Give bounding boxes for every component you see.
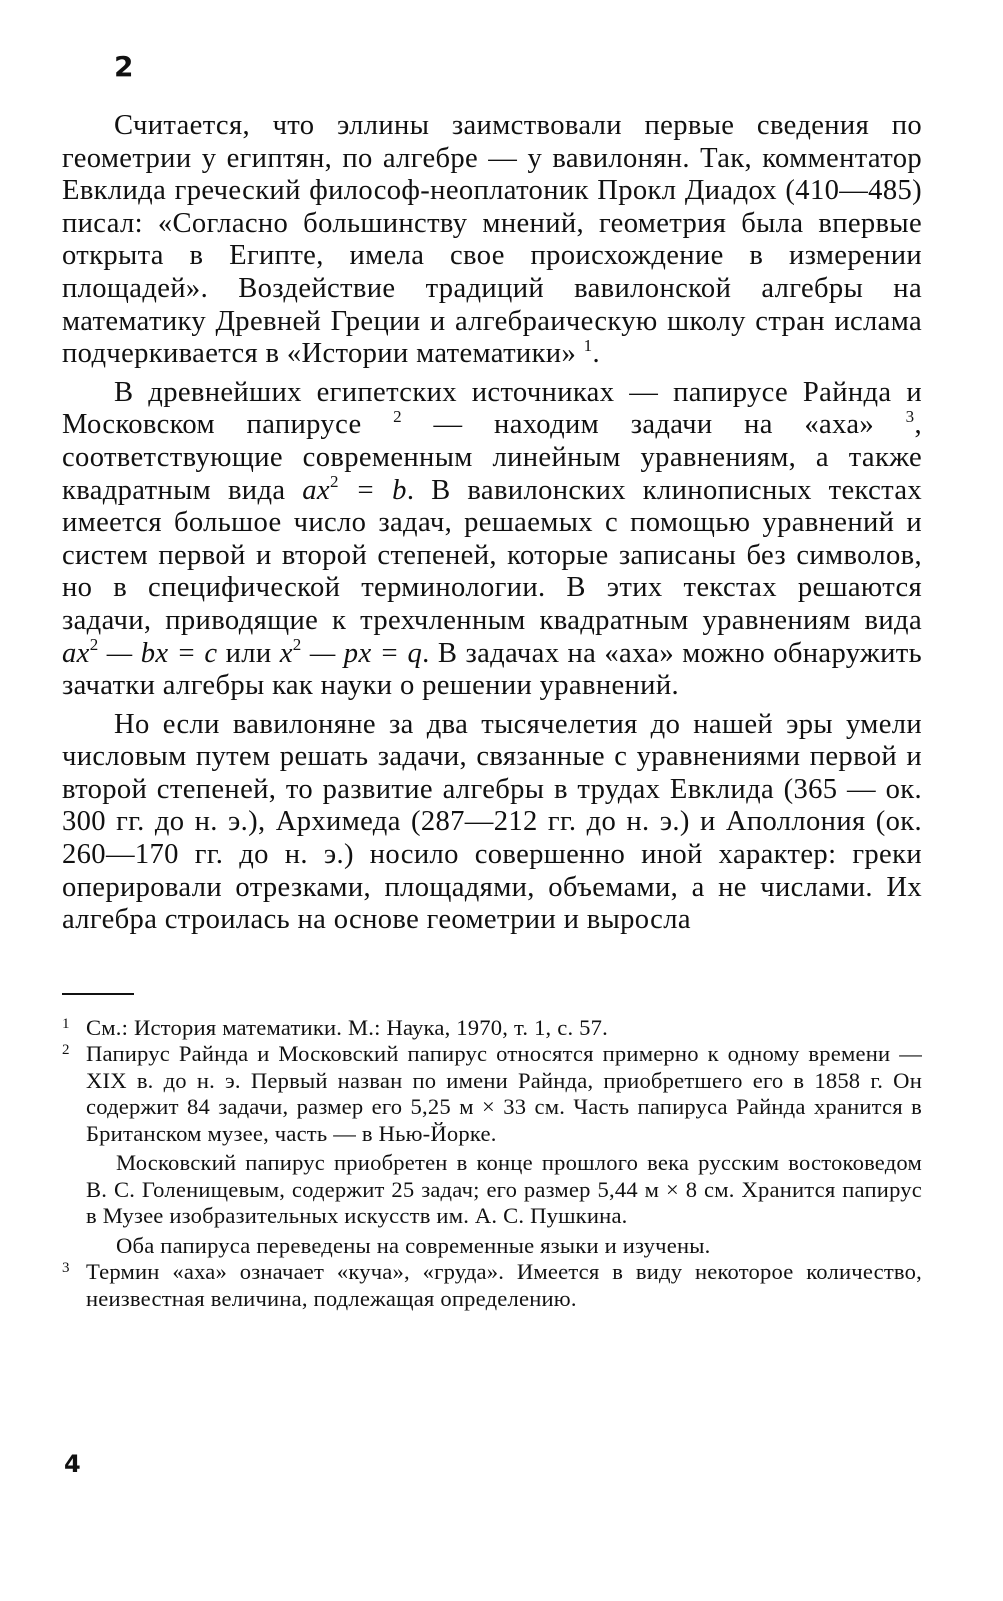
math-expression: = b [338, 474, 407, 506]
footnotes [62, 1015, 922, 1313]
book-page [62, 40, 922, 1312]
footnote-divider [62, 993, 134, 995]
footnote-ref: 2 [329, 472, 339, 491]
footnote-2 [62, 1041, 922, 1147]
footnote-3 [62, 1259, 922, 1312]
paragraph-text: В древнейших египетских источниках — папирусе Райнда и Московском папирусе [62, 376, 922, 441]
footnote-text: См.: История математики. М.: Наука, 1970, т. 1, с. 57. [86, 1014, 609, 1040]
paragraph-text: . [592, 338, 600, 370]
footnote-text: Папирус Райнда и Московский папирус относятся примерно к одному времени — XIX в. до н. э. Первый назван по имени Райнда, приобретшего его в 1858 г. Он содержит 84 задачи, размер его 5,25 м × 33 см. Часть папируса Райнда хранится в Британском музее, часть — в Нью-Йорке. [86, 1041, 922, 1146]
paragraph-text: , соответствующие современным линейным уравнениям, а также квадратным вида [62, 409, 922, 506]
footnote-marker: 2 [62, 1042, 70, 1059]
footnote-ref: 3 [905, 406, 915, 426]
paragraph-text: . В вавилонских клинописных текстах имеется большое число задач, решаемых с помощью уравнений и систем первой и второй степеней, которые записаны без символов, но в специфической терминологии. В этих текстах решаются задачи, приводящие к трехчленным квадратным уравнениям вида [62, 474, 923, 636]
math-expression: ax [62, 637, 90, 669]
math-expression: ax [302, 474, 330, 506]
paragraph-text: Но если вавилоняне за два тысячелетия до нашей эры умели числовым путем решать задачи, связанные с уравнениями первой и второй степеней, то развитие алгебры в трудах Евклида (365 — ок. 300 гг. до н. э.), Архимеда (287—212 гг. до н. э.) и Аполлония (ок. 260—170 гг. до н. э.) носило совершенно иной характер: греки оперировали отрезками, площадями, объемами, а не числами. Их алгебра строилась на основе геометрии и выросла [62, 708, 922, 936]
math-expression: — bx = c [98, 637, 218, 669]
page-number: 4 [64, 1450, 81, 1478]
paragraph [62, 110, 922, 371]
footnote-2-continuation: Московский папирус приобретен в конце прошлого века русским востоковедом В. С. Голенищевым, содержит 25 задач; его размер 5,44 м × 8 см. Хранится папирус в Музее изобразительных искусств им. А. С. Пушкина. [86, 1150, 922, 1229]
footnote-ref: 2 [89, 634, 99, 654]
section-number: 2 [114, 50, 134, 83]
footnote-ref: 1 [583, 335, 593, 355]
paragraph [62, 709, 922, 937]
footnote-ref: 2 [393, 406, 402, 426]
paragraph-text: . В задачах на «аха» можно обнаружить зачатки алгебры как науки о решении уравнений. [62, 637, 922, 702]
footnote-2-continuation: Оба папируса переведены на современные языки и изучены. [116, 1232, 711, 1258]
footnote-text: Термин «аха» означает «куча», «груда». Имеется в виду некоторое количество, неизвестная величина, подлежащая определению. [86, 1259, 922, 1311]
footnote-marker: 3 [62, 1260, 70, 1277]
math-expression: x [279, 637, 293, 669]
paragraph-text: Считается, что эллины заимствовали первые сведения по геометрии у египтян, по алгебре — у вавилонян. Так, комментатор Евклида греческий философ-неоплатоник Прокл Диадох (410—485) писал: «Согласно большинству мнений, геометрия была впервые открыта в Египте, имела свое происхождение в измерении площадей». Воздействие традиций вавилонской алгебры на математику Древней Греции и алгебраическую школу стран ислама подчеркивается в «Истории математики» [62, 110, 922, 370]
paragraph-text: — находим задачи на «аха» [401, 409, 906, 441]
footnote-ref: 2 [292, 634, 302, 654]
math-expression: — px = q [301, 637, 423, 669]
main-text [62, 110, 922, 937]
paragraph-text: или [217, 637, 280, 669]
paragraph [62, 377, 922, 703]
footnote-marker: 1 [62, 1015, 70, 1032]
footnote-1 [62, 1015, 922, 1042]
